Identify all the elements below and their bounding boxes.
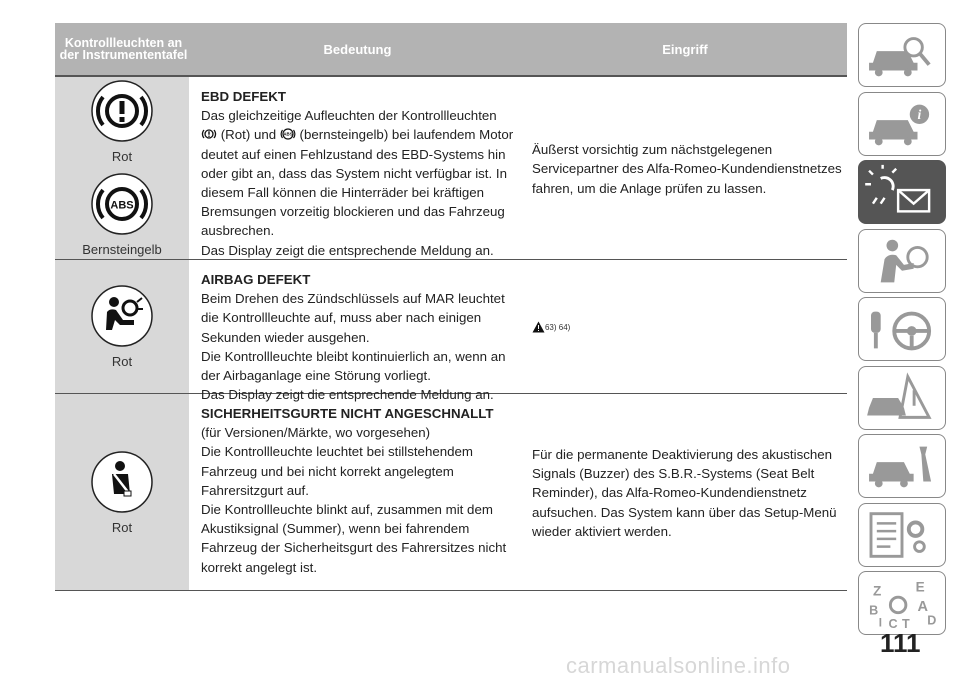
abs-icon — [90, 172, 154, 236]
svg-text:ABS: ABS — [110, 199, 134, 212]
meaning-cell — [189, 394, 520, 590]
tab-alphabet-index[interactable] — [858, 571, 946, 635]
lamp-airbag — [90, 284, 154, 369]
table-row — [55, 260, 847, 403]
action-text: Für die permanente Deaktivierung des akustischen Signals (Buzzer) des S.B.R.-Systems (Seat Belt Reminder), das Alfa-Romeo-Kundendienstnetz aufsuchen. Das System kann über das Setup-Menü wieder aktiviert werden. — [531, 446, 837, 539]
brake-warning-icon — [201, 126, 217, 142]
header-lamps: Kontrollleuchten an der Instrumententafel — [59, 36, 188, 62]
svg-text:T: T — [902, 617, 910, 632]
action-text: Äußerst vorsichtig zum nächstgelegenen Servicepartner des Alfa-Romeo-Kundendienstnetzes fahren, um die Anlage prüfen zu lassen. — [531, 142, 842, 196]
key-steering-icon — [859, 298, 945, 360]
tab-car-service[interactable] — [858, 434, 946, 498]
svg-text:E: E — [915, 579, 925, 595]
brake-warning-icon — [90, 79, 154, 143]
tab-car-info[interactable] — [858, 92, 946, 156]
car-info-icon — [859, 93, 945, 155]
meaning-text: Beim Drehen des Zündschlüssels auf MAR leuchtet die Kontrollleuchte auf, muss aber nach einigen Sekunden wieder ausgehen. — [201, 291, 505, 345]
lamp-caption: Bernsteingelb — [82, 242, 162, 257]
warning-triangle-icon — [532, 321, 545, 333]
meaning-text: Das gleichzeitige Aufleuchten der Kontrollleuchten — [201, 108, 497, 124]
page-number: 111 — [880, 628, 921, 658]
meaning-text: (für Versionen/Märkte, wo vorgesehen) — [201, 425, 431, 441]
table-row — [55, 77, 847, 260]
lamp-abs — [82, 172, 162, 257]
action-cell — [520, 394, 847, 590]
action-cell — [520, 260, 847, 393]
tab-airbag-person[interactable] — [858, 229, 946, 293]
reference-text: 63) 64) — [544, 322, 571, 332]
meaning-text: Die Kontrollleuchte leuchtet bei stillstehendem Fahrzeug und bei nicht korrekt angelegtem Fahrersitzgurt auf. — [201, 444, 474, 498]
watermark: carmanualsonline.info — [566, 653, 791, 678]
warning-lights-table — [55, 23, 847, 591]
car-search-icon — [859, 24, 945, 86]
meaning-cell — [189, 77, 520, 259]
warning-title: SICHERHEITSGURTE NICHT ANGESCHNALLT — [201, 406, 494, 421]
tab-key-steering[interactable] — [858, 297, 946, 361]
car-crash-icon — [859, 367, 945, 429]
svg-text:A: A — [917, 598, 928, 615]
airbag-person-icon — [859, 230, 945, 292]
svg-text:B: B — [869, 603, 879, 618]
car-service-icon — [859, 435, 945, 497]
meaning-cell — [189, 260, 520, 403]
meaning-text: Das Display zeigt die entsprechende Meldung an. — [201, 242, 494, 258]
lamp-cell — [55, 260, 189, 393]
svg-text:C: C — [888, 617, 898, 632]
svg-text:I: I — [878, 616, 882, 630]
meaning-text: Das Display zeigt die entsprechende Meldung an. — [201, 387, 494, 403]
warning-title: AIRBAG DEFEKT — [201, 272, 311, 287]
svg-text:ABS: ABS — [283, 132, 293, 138]
meaning-text: Die Kontrollleuchte blinkt auf, zusammen mit dem Akustiksignal (Summer), wenn bei fahrendem Fahrzeug der Sicherheitsgurt des Fahrersitzes nicht korrekt angelegt ist. — [201, 502, 507, 575]
airbag-icon — [90, 284, 154, 348]
lamp-caption: Rot — [111, 519, 133, 535]
lamp-caption: Rot — [111, 354, 133, 369]
lamp-cell — [55, 77, 189, 259]
svg-text:i: i — [917, 107, 922, 123]
lamp-seatbelt — [90, 450, 154, 535]
settings-list-icon — [859, 504, 945, 566]
tab-car-crash[interactable] — [858, 366, 946, 430]
seatbelt-icon — [90, 450, 154, 514]
alphabet-index-icon — [859, 572, 945, 634]
tab-car-search[interactable] — [858, 23, 946, 87]
tab-warning-lights[interactable] — [858, 160, 946, 224]
header-meaning: Bedeutung — [323, 41, 392, 57]
lamp-caption: Rot — [111, 149, 133, 164]
header-action: Eingriff — [662, 41, 708, 57]
table-header — [55, 23, 847, 75]
warning-title: EBD DEFEKT — [201, 89, 286, 104]
svg-text:Z: Z — [872, 583, 882, 599]
lamp-cell — [55, 394, 189, 590]
table-row — [55, 394, 847, 591]
meaning-text: Die Kontrollleuchte bleibt kontinuierlich an, wenn an der Airbaganlage eine Störung vorliegt. — [201, 348, 506, 384]
meaning-text: (bernsteingelb) bei laufendem Motor deutet auf einen Fehlzustand des EBD-Systems hin oder gibt an, dass das System nicht verfügbar ist. In diesem Fall können die Hinterräder bei kräftigen Bremsungen vorzeitig blockieren und das Fahrzeug ausbrechen. — [201, 127, 514, 239]
tab-settings-list[interactable] — [858, 503, 946, 567]
abs-icon — [280, 126, 296, 142]
warning-reference[interactable] — [532, 318, 570, 337]
meaning-text: (Rot) und — [220, 127, 277, 143]
svg-text:D: D — [927, 613, 937, 628]
action-cell — [520, 77, 847, 259]
warning-lights-icon — [859, 161, 945, 223]
lamp-brake — [90, 79, 154, 164]
